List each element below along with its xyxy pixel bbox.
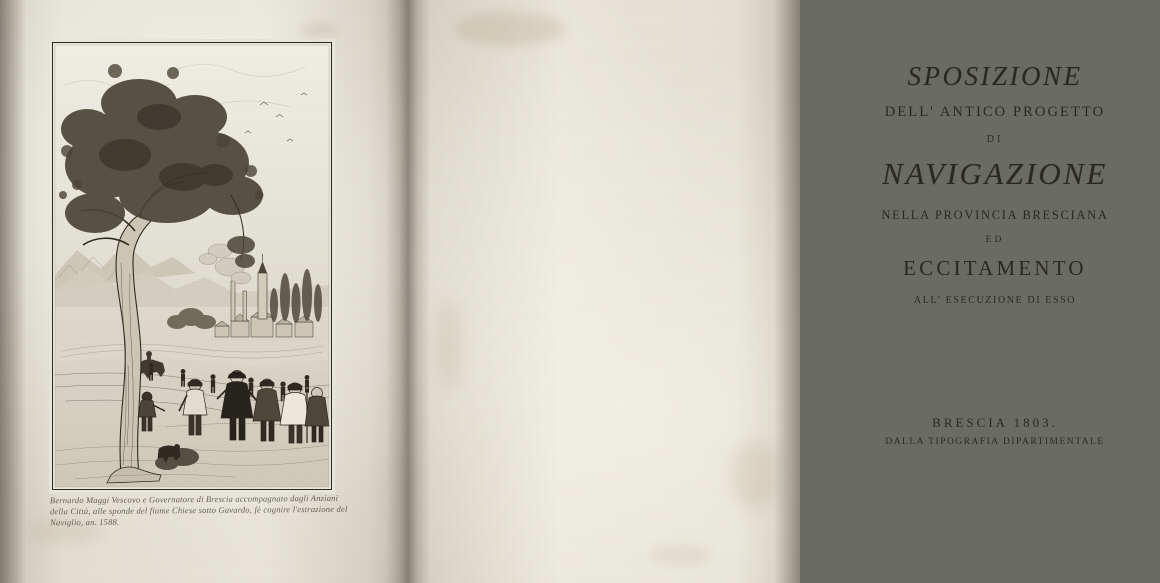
paper-foxing	[455, 12, 565, 46]
connector-di: DI	[986, 134, 1004, 146]
typographic-rule-icon	[930, 320, 1040, 330]
page-title: SPOSIZIONE	[907, 61, 1083, 91]
paper-foxing	[436, 300, 462, 390]
right-page	[400, 0, 1109, 583]
imprint-block	[840, 415, 1150, 447]
ornament-rule	[930, 320, 1040, 330]
plate-image	[55, 45, 329, 487]
engraved-plate	[52, 42, 332, 490]
frontispiece-illustration	[55, 45, 329, 487]
plate-caption: Bernardo Maggi Vescovo e Governatore di Brescia accompagnato dagli Anziani della Città, alle sponde del fiume Chiese sotto Gavardo, fè cognire l'estrazione del Naviglio, an. 1588.	[49, 492, 348, 528]
title-eccitamento: ECCITAMENTO	[903, 256, 1087, 281]
subtitle-antico-progetto: DELL' ANTICO PROGETTO	[884, 104, 1106, 121]
paper-foxing	[650, 545, 710, 565]
subtitle-esecuzione: ALL' ESECUZIONE DI ESSO	[913, 295, 1077, 307]
imprint-publisher: DALLA TIPOGRAFIA DIPARTIMENTALE	[885, 437, 1105, 447]
title-block	[830, 62, 1160, 306]
imprint-city: BRESCIA 1803.	[932, 415, 1058, 430]
connector-ed: ED	[985, 235, 1005, 246]
title-navigazione: NAVIGAZIONE	[882, 156, 1108, 192]
paper-foxing	[730, 440, 780, 510]
subtitle-provincia-bresciana: NELLA PROVINCIA BRESCIANA	[881, 208, 1109, 223]
left-page	[0, 0, 400, 583]
paper-foxing	[300, 22, 340, 38]
